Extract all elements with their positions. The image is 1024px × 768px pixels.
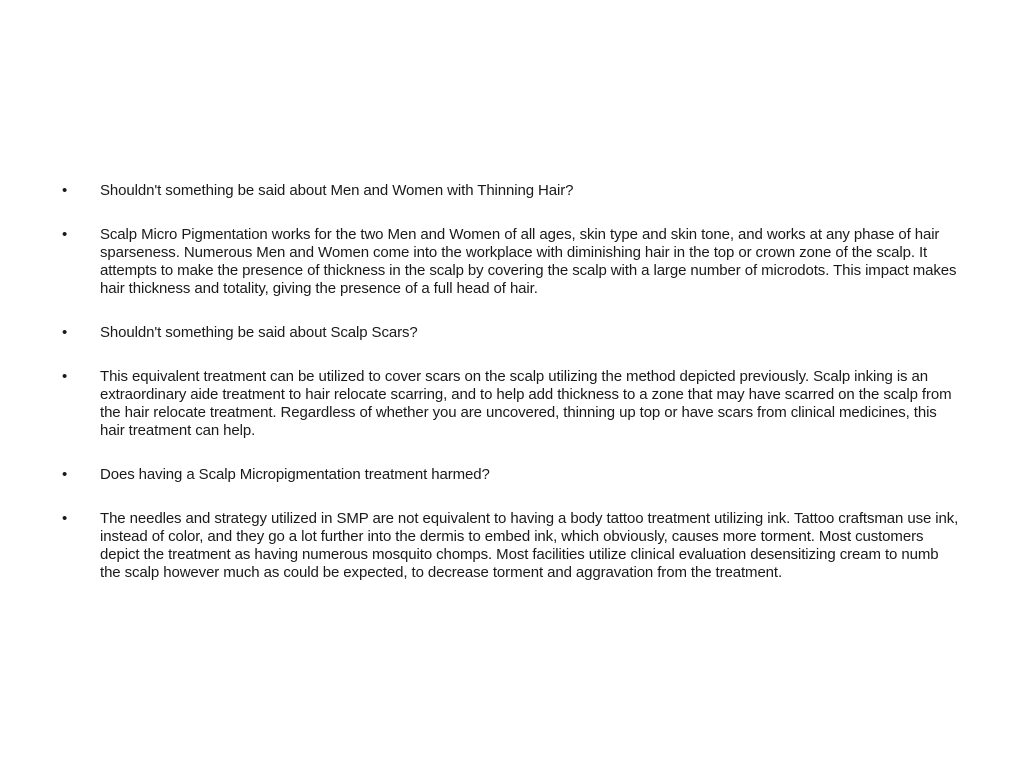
bullet-text: Shouldn't something be said about Scalp Scars?	[100, 324, 418, 341]
bullet-text: The needles and strategy utilized in SMP are not equivalent to having a body tattoo treatment utilizing ink. Tattoo craftsman use ink, instead of color, and they go a lot further into the dermis to embed ink, which obviously, causes more torment. Most customers depict the treatment as having numerous mosquito chomps. Most facilities utilize clinical evaluation desensitizing cream to numb the scalp however much as could be expected, to decrease torment and aggravation from the treatment.	[100, 510, 959, 581]
bullet-dot-icon: •	[62, 510, 68, 527]
bullet-item	[62, 368, 962, 440]
bullet-dot-icon: •	[62, 368, 68, 385]
bullet-dot-icon: •	[62, 324, 68, 341]
bullet-item	[62, 466, 962, 484]
bullet-dot-icon: •	[62, 466, 68, 483]
bullet-item	[62, 226, 962, 298]
bullet-text: Shouldn't something be said about Men and Women with Thinning Hair?	[100, 182, 574, 199]
bullet-item	[62, 324, 962, 342]
bullet-dot-icon: •	[62, 226, 68, 243]
bullet-item	[62, 182, 962, 200]
bullet-text: Does having a Scalp Micropigmentation treatment harmed?	[100, 466, 490, 483]
bullet-dot-icon: •	[62, 182, 68, 199]
bullet-item	[62, 510, 962, 582]
bullet-list	[62, 182, 962, 608]
bullet-text: This equivalent treatment can be utilized to cover scars on the scalp utilizing the method depicted previously. Scalp inking is an extraordinary aide treatment to hair relocate scarring, and to help add thickness to a zone that may have scarred on the scalp from the hair relocate treatment. Regardless of whether you are uncovered, thinning up top or have scars from clinical medicines, this hair treatment can help.	[100, 368, 952, 439]
bullet-text: Scalp Micro Pigmentation works for the two Men and Women of all ages, skin type and skin tone, and works at any phase of hair sparseness. Numerous Men and Women come into the workplace with diminishing hair in the top or crown zone of the scalp. It attempts to make the presence of thickness in the scalp by covering the scalp with a large number of microdots. This impact makes hair thickness and totality, giving the presence of a full head of hair.	[100, 226, 957, 297]
